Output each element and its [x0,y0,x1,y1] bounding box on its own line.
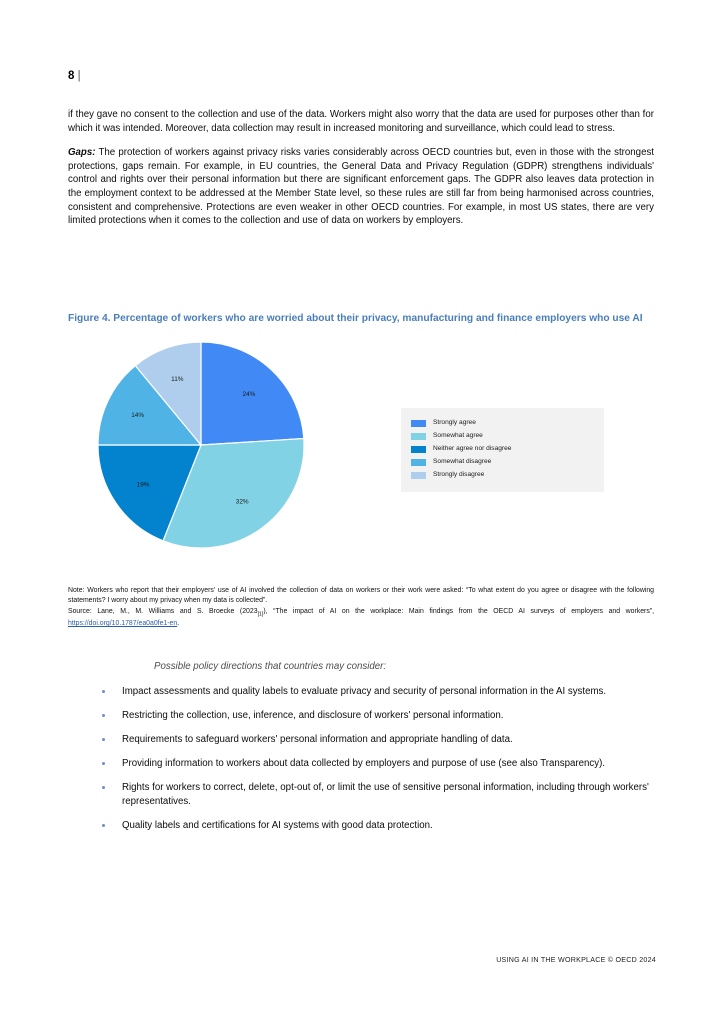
figure-source [68,607,654,630]
policy-bullet-item [68,733,654,747]
legend-item-label: Somewhat agree [433,432,483,439]
figure-note [68,586,654,607]
figure-title: Figure 4. Percentage of workers who are worried about their privacy, manufacturing and finance employers who use AI [68,313,643,324]
policy-bullet-text: Impact assessments and quality labels to evaluate privacy and security of personal information in the AI systems. [122,686,607,697]
legend-item-label: Neither agree nor disagree [433,445,512,452]
policy-bullet-text: Providing information to workers about data collected by employers and purpose of use (see also Transparency). [122,758,606,769]
figure-block [68,312,654,558]
legend-swatch-icon [411,446,426,453]
legend-swatch-icon [411,472,426,479]
source-text-3: . [177,620,180,628]
policy-bullet-item [68,757,654,771]
pie-slice-label: 14% [131,412,145,420]
legend-swatch-icon [411,433,426,440]
legend-item [411,456,594,468]
chart-legend [401,408,604,492]
pie-chart [68,336,654,558]
policy-directions [68,660,654,843]
source-doi-link[interactable]: https://doi.org/10.1787/ea0a0fe1-en [68,620,178,628]
source-text-1: Lane, M., M. Williams and S. Broecke (2023 [91,607,258,615]
paragraph-intro [68,108,654,135]
pie-slices [98,342,304,548]
policy-bullet-item [68,709,654,723]
pie-graphic [96,340,306,550]
pie-slice-label: 19% [136,481,150,489]
figure-notes [68,586,654,630]
note-text: Workers who report that their employers' use of AI involved the collection of data on workers or their work were asked: “To what extent do you agree or disagree with the following statements? I worry about my privacy when my data is collected”. [68,587,654,605]
policy-intro: Possible policy directions that countries may consider: [154,661,387,672]
page-header-separator: | [77,70,81,82]
bullet-dot-icon [102,738,105,741]
pie-slice-label: 24% [242,390,256,398]
policy-bullet-item [68,781,654,809]
body-content [68,108,654,239]
paragraph-gaps-text: The protection of workers against privacy risks varies considerably across OECD countries but, even in those with the strongest protections, gaps remain. For example, in EU countries, the General Data and Privacy Regulation (GDPR) strengthens individuals' control and rights over their personal information but there are significant enforcement gaps. The GDPR also leaves data protection in the employment context to be addressed at the Member State level, so these rules are still far from being harmonised across countries, consistent and comprehensive. Protections are even weaker in other OECD countries. For example, in most US states, there are very limited protections when it comes to the collection and use of data on workers by employers. [68,147,654,227]
page-header [68,70,81,82]
legend-item-label: Strongly agree [433,419,476,426]
policy-bullet-item [68,819,654,833]
pie-svg [96,340,306,550]
paragraph-gaps-lead: Gaps: [68,147,96,159]
source-prefix: Source: [68,607,92,615]
bullet-dot-icon [102,824,105,827]
legend-swatch-icon [411,420,426,427]
paragraph-intro-text: if they gave no consent to the collection and use of the data. Workers might also worry that the data are used for purposes other than for which it was intended. Moreover, data collection may result in increased monitoring and surveillance, which could lead to stress. [68,109,654,134]
bullet-dot-icon [102,786,105,789]
policy-bullet-text: Quality labels and certifications for AI systems with good data protection. [122,820,433,831]
legend-item [411,430,594,442]
source-citation-subscript: [1] [257,610,264,617]
bullet-dot-icon [102,690,105,693]
policy-bullet-text: Requirements to safeguard workers' personal information and appropriate handling of data. [122,734,513,745]
page-number: 8 [68,70,75,82]
note-prefix: Note: [68,587,85,594]
legend-item-label: Somewhat disagree [433,458,492,465]
legend-rows [411,417,594,481]
legend-item-label: Strongly disagree [433,471,485,478]
bullet-dot-icon [102,714,105,717]
legend-item [411,417,594,429]
policy-bullet-item [68,685,654,699]
policy-bullet-text: Restricting the collection, use, inference, and disclosure of workers' personal information. [122,710,504,721]
pie-slice-label: 32% [235,498,249,506]
policy-bullet-text: Rights for workers to correct, delete, opt-out of, or limit the use of sensitive personal information, including through workers' representatives. [122,782,649,807]
page-footer: USING AI IN THE WORKPLACE © OECD 2024 [496,956,656,964]
legend-item [411,443,594,455]
bullet-dot-icon [102,762,105,765]
source-text-2: ), “The impact of AI on the workplace: Main findings from the OECD AI surveys of employers and workers”, [263,607,655,615]
legend-item [411,469,594,481]
policy-bullet-list [68,685,654,833]
pie-slice-label: 11% [171,376,184,384]
legend-swatch-icon [411,459,426,466]
paragraph-gaps [68,146,654,228]
